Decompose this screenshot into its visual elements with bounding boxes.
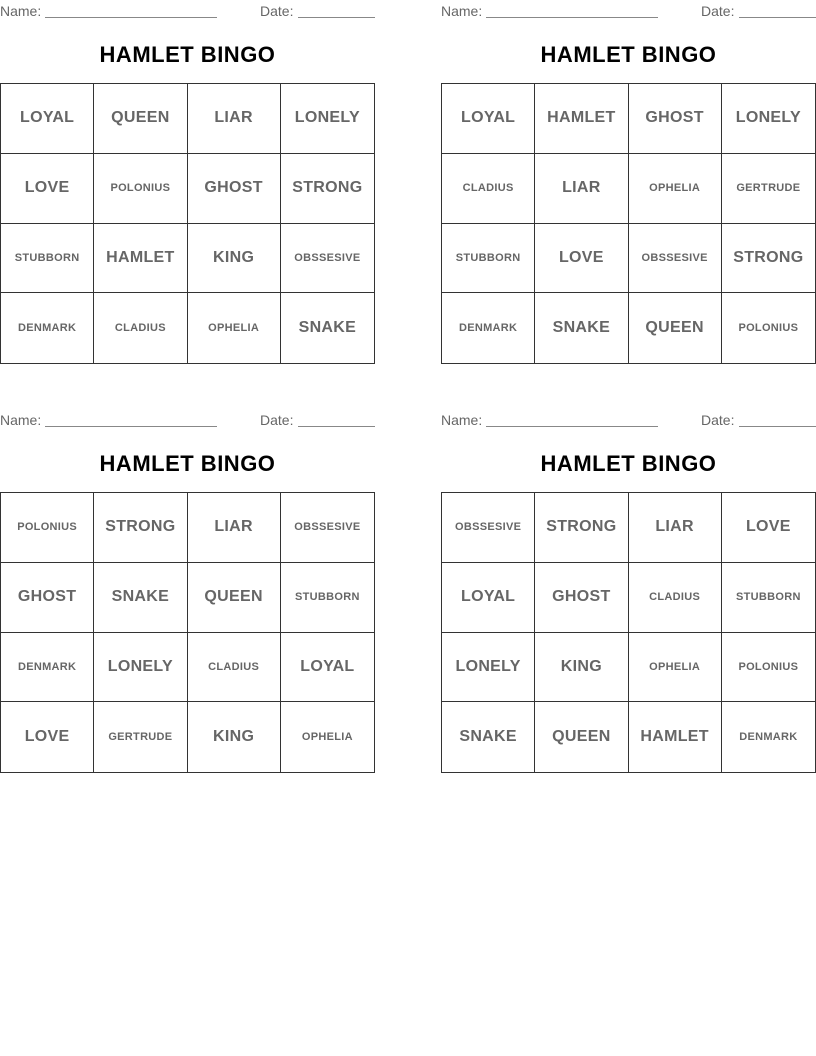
bingo-cell[interactable]: DENMARK bbox=[1, 293, 94, 363]
bingo-cell[interactable]: SNAKE bbox=[535, 293, 628, 363]
bingo-cell[interactable]: GHOST bbox=[1, 563, 94, 633]
bingo-cell[interactable]: QUEEN bbox=[188, 563, 281, 633]
bingo-cell[interactable]: HAMLET bbox=[535, 84, 628, 154]
bingo-cell[interactable]: CLADIUS bbox=[442, 154, 535, 224]
bingo-cell[interactable]: LOYAL bbox=[281, 633, 374, 703]
bingo-cell[interactable]: KING bbox=[188, 224, 281, 294]
bingo-cell[interactable]: SNAKE bbox=[442, 702, 535, 772]
date-label: Date: bbox=[701, 412, 735, 428]
bingo-cell[interactable]: OBSSESIVE bbox=[442, 493, 535, 563]
bingo-cell[interactable]: CLADIUS bbox=[629, 563, 722, 633]
bingo-cell[interactable]: OBSSESIVE bbox=[281, 224, 374, 294]
bingo-cell[interactable]: GHOST bbox=[188, 154, 281, 224]
bingo-cell[interactable]: STUBBORN bbox=[1, 224, 94, 294]
bingo-cell[interactable]: KING bbox=[535, 633, 628, 703]
name-label: Name: bbox=[0, 3, 42, 19]
bingo-cell[interactable]: LONELY bbox=[442, 633, 535, 703]
bingo-cell[interactable]: OBSSESIVE bbox=[629, 224, 722, 294]
date-label: Date: bbox=[701, 3, 735, 19]
name-label: Name: bbox=[441, 412, 483, 428]
bingo-cell[interactable]: GHOST bbox=[535, 563, 628, 633]
bingo-cell[interactable]: LOYAL bbox=[442, 84, 535, 154]
bingo-cell[interactable]: POLONIUS bbox=[94, 154, 187, 224]
bingo-cell[interactable]: KING bbox=[188, 702, 281, 772]
bingo-cell[interactable]: LIAR bbox=[535, 154, 628, 224]
date-field[interactable] bbox=[298, 2, 375, 18]
name-label: Name: bbox=[0, 412, 42, 428]
bingo-cell[interactable]: LOVE bbox=[1, 154, 94, 224]
bingo-cell[interactable]: LOVE bbox=[722, 493, 815, 563]
date-field[interactable] bbox=[739, 2, 816, 18]
date-label: Date: bbox=[260, 3, 294, 19]
bingo-cell[interactable]: STRONG bbox=[535, 493, 628, 563]
card-header bbox=[0, 411, 375, 429]
bingo-cell[interactable]: LOYAL bbox=[442, 563, 535, 633]
bingo-cell[interactable]: LONELY bbox=[94, 633, 187, 703]
card-header bbox=[441, 2, 816, 20]
bingo-cell[interactable]: HAMLET bbox=[629, 702, 722, 772]
bingo-cell[interactable]: OPHELIA bbox=[188, 293, 281, 363]
bingo-cell[interactable]: STUBBORN bbox=[281, 563, 374, 633]
bingo-cell[interactable]: LOVE bbox=[535, 224, 628, 294]
bingo-cell[interactable]: GERTRUDE bbox=[94, 702, 187, 772]
bingo-cell[interactable]: OPHELIA bbox=[629, 154, 722, 224]
bingo-grid bbox=[0, 83, 375, 364]
bingo-cell[interactable]: STRONG bbox=[94, 493, 187, 563]
bingo-card bbox=[441, 409, 816, 774]
bingo-cell[interactable]: GHOST bbox=[629, 84, 722, 154]
bingo-cell[interactable]: LOYAL bbox=[1, 84, 94, 154]
bingo-cell[interactable]: QUEEN bbox=[629, 293, 722, 363]
bingo-cell[interactable]: CLADIUS bbox=[188, 633, 281, 703]
bingo-cell[interactable]: STUBBORN bbox=[722, 563, 815, 633]
bingo-cell[interactable]: POLONIUS bbox=[1, 493, 94, 563]
bingo-cell[interactable]: DENMARK bbox=[1, 633, 94, 703]
bingo-cell[interactable]: LOVE bbox=[1, 702, 94, 772]
bingo-cell[interactable]: LIAR bbox=[188, 493, 281, 563]
name-field[interactable] bbox=[45, 2, 217, 18]
bingo-cell[interactable]: HAMLET bbox=[94, 224, 187, 294]
bingo-card bbox=[0, 409, 375, 774]
card-title: HAMLET BINGO bbox=[540, 451, 717, 476]
bingo-cell[interactable]: LONELY bbox=[722, 84, 815, 154]
bingo-grid bbox=[0, 492, 375, 773]
bingo-cell[interactable]: STRONG bbox=[722, 224, 815, 294]
bingo-cell[interactable]: OPHELIA bbox=[301, 731, 353, 744]
bingo-cell[interactable]: STUBBORN bbox=[442, 224, 535, 294]
date-label: Date: bbox=[260, 412, 294, 428]
bingo-cell[interactable]: DENMARK bbox=[442, 293, 535, 363]
bingo-cell[interactable]: LONELY bbox=[281, 84, 374, 154]
date-field[interactable] bbox=[298, 411, 375, 427]
name-field[interactable] bbox=[45, 411, 217, 427]
bingo-cell[interactable]: QUEEN bbox=[535, 702, 628, 772]
bingo-grid bbox=[441, 83, 816, 364]
card-header bbox=[441, 411, 816, 429]
name-field[interactable] bbox=[486, 2, 658, 18]
bingo-cell[interactable]: LIAR bbox=[629, 493, 722, 563]
bingo-cell[interactable]: STRONG bbox=[281, 154, 374, 224]
date-field[interactable] bbox=[739, 411, 816, 427]
name-field[interactable] bbox=[486, 411, 658, 427]
card-title: HAMLET BINGO bbox=[540, 42, 717, 67]
bingo-cell[interactable]: DENMARK bbox=[739, 731, 798, 744]
bingo-cell[interactable]: LIAR bbox=[188, 84, 281, 154]
bingo-card bbox=[0, 0, 375, 365]
card-header bbox=[0, 2, 375, 20]
card-title: HAMLET BINGO bbox=[99, 42, 276, 67]
bingo-cell[interactable]: POLONIUS bbox=[738, 322, 799, 335]
bingo-cell[interactable]: POLONIUS bbox=[722, 633, 815, 703]
bingo-cell[interactable]: SNAKE bbox=[94, 563, 187, 633]
bingo-cell[interactable]: SNAKE bbox=[298, 319, 357, 337]
bingo-cell[interactable]: GERTRUDE bbox=[722, 154, 815, 224]
card-title: HAMLET BINGO bbox=[99, 451, 276, 476]
name-label: Name: bbox=[441, 3, 483, 19]
bingo-card bbox=[441, 0, 816, 365]
bingo-cell[interactable]: QUEEN bbox=[94, 84, 187, 154]
bingo-cell[interactable]: CLADIUS bbox=[94, 293, 187, 363]
bingo-cell[interactable]: OPHELIA bbox=[629, 633, 722, 703]
bingo-grid bbox=[441, 492, 816, 773]
bingo-cell[interactable]: OBSSESIVE bbox=[281, 493, 374, 563]
